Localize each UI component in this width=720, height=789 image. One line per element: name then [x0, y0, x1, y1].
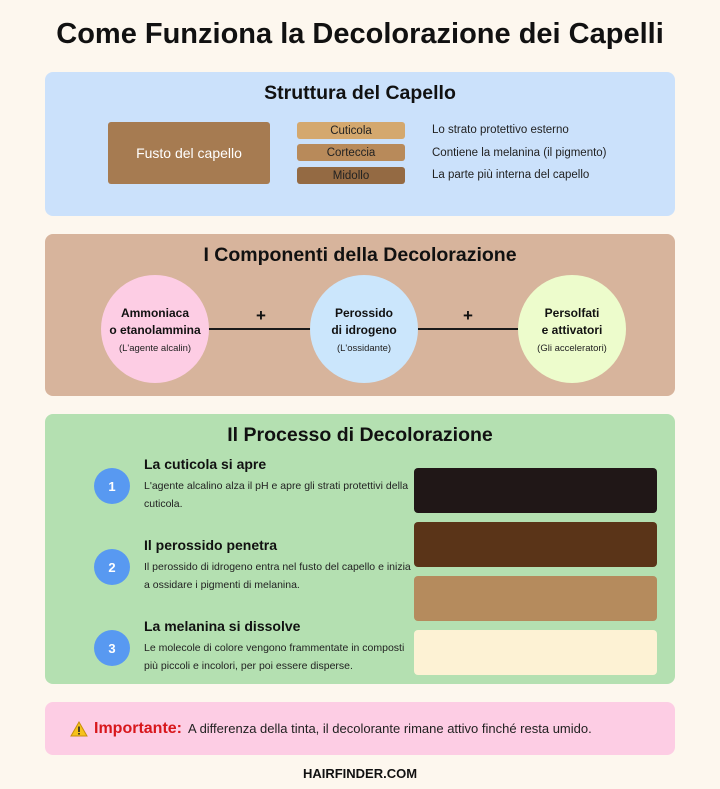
layer-cuticle-desc: Lo strato protettivo esterno: [432, 124, 569, 136]
component-alkaline: [101, 275, 209, 383]
step-number-3: 3: [94, 630, 130, 666]
process-title: Il Processo di Decolorazione: [227, 424, 493, 446]
step-title-2: Il perossido penetra: [144, 537, 278, 553]
connector-line-1: [195, 328, 315, 330]
process-panel: [45, 414, 675, 684]
component-peroxide-name: Perossido di idrogeno: [331, 305, 397, 337]
footer-brand: HAIRFINDER.COM: [302, 766, 418, 781]
component-persulfates-sub: (Gli acceleratori): [537, 342, 607, 354]
layer-cortex: Corteccia: [297, 144, 405, 161]
connector-line-2: [405, 328, 525, 330]
color-swatch-pale-blonde: [414, 630, 657, 675]
component-persulfates: [518, 275, 626, 383]
plus-sign-2: +: [463, 306, 473, 325]
color-swatch-brown: [414, 522, 657, 567]
layer-medulla-desc: La parte più interna del capello: [432, 169, 590, 181]
hair-shaft-box: Fusto del capello: [108, 122, 270, 184]
page-title: Come Funziona la Decolorazione dei Capelli: [56, 18, 664, 50]
component-persulfates-name: Persolfati e attivatori: [541, 305, 603, 337]
important-note: [45, 702, 675, 755]
color-swatch-black: [414, 468, 657, 513]
layer-cuticle: Cuticola: [297, 122, 405, 139]
warning-icon: [70, 721, 88, 737]
component-peroxide: [310, 275, 418, 383]
component-peroxide-sub: (L'ossidante): [336, 342, 392, 354]
step-desc-3: Le molecole di colore vengono frammentate in composti più piccoli e incolori, per poi essere disperse.: [144, 642, 405, 672]
important-text: A differenza della tinta, il decolorante rimane attivo finché resta umido.: [188, 721, 592, 736]
component-alkaline-sub: (L'agente alcalin): [118, 342, 192, 354]
color-swatch-light-brown: [414, 576, 657, 621]
important-label: Importante:: [94, 719, 182, 737]
step-number-2: 2: [94, 549, 130, 585]
plus-sign-1: +: [256, 306, 266, 325]
step-title-1: La cuticola si apre: [144, 456, 267, 472]
step-title-3: La melanina si dissolve: [144, 618, 301, 634]
hair-structure-panel: [45, 72, 675, 216]
step-desc-2: Il perossido di idrogeno entra nel fusto del capello e inizia a ossidare i pigmenti di melanina.: [144, 561, 411, 591]
structure-title: Struttura del Capello: [264, 82, 456, 104]
layer-cortex-desc: Contiene la melanina (il pigmento): [432, 147, 607, 159]
step-number-1: 1: [94, 468, 130, 504]
step-desc-1: L'agente alcalino alza il pH e apre gli strati protettivi della cuticola.: [144, 480, 409, 510]
components-panel: [45, 234, 675, 396]
components-title: I Componenti della Decolorazione: [203, 244, 517, 266]
component-alkaline-name: Ammoniaca o etanolammina: [109, 305, 201, 337]
layer-medulla: Midollo: [297, 167, 405, 184]
